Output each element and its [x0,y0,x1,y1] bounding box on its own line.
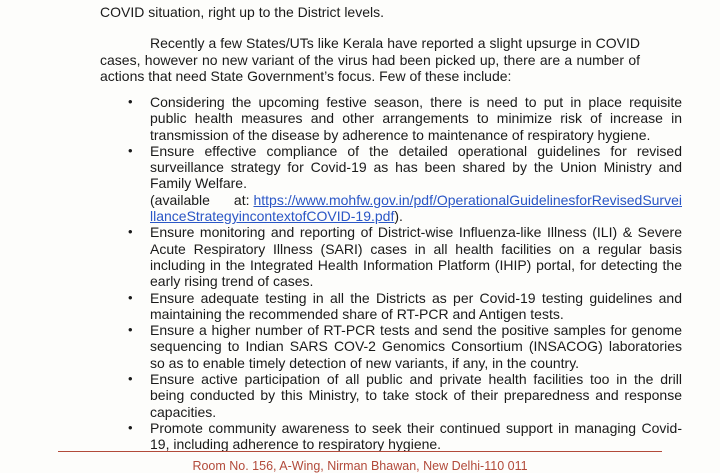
list-item-text: Ensure effective compliance of the detailed operational guidelines for revised surveillance strategy for Covid-19 as has been shared by the Union Ministry and Family Welfare. [150,142,682,192]
bullet-icon: • [128,224,133,240]
intro-paragraph: Recently a few States/UTs like Kerala have reported a slight upsurge in COVID cases, however no new variant of the virus had been picked up, there are a number of actions that need State Government’s focus. Few of these include: [100,35,640,84]
list-item [128,142,682,225]
list-item [128,322,682,371]
link-suffix: ). [394,208,403,225]
list-item [128,371,682,420]
bullet-icon: • [128,289,133,305]
footer-divider [58,451,662,452]
list-item-text: Promote community awareness to seek their continued support in managing Covid-19, including adherence to respiratory hygiene. [150,419,682,453]
bullet-icon: • [128,322,133,338]
list-item-text: Considering the upcoming festive season, there is need to put in place requisite public health measures and other arrangements to minimize risk of increase in transmission of the disease by adherence to maintenance of respiratory hygiene. [150,94,682,143]
list-item [128,419,682,453]
list-item-text: Ensure monitoring and reporting of District-wise Influenza-like Illness (ILI) & Severe Acute Respiratory Illness (SARI) cases in all health facilities on a regular basis including in the Integrated Health Information Platform (IHIP) portal, for detecting the early rising trend of cases. [150,224,682,290]
bullet-icon: • [128,419,133,435]
link-prefix: (available at: [150,191,254,208]
list-item-text: Ensure active participation of all public and private health facilities too in the drill being conducted by this Ministry, to take stock of their preparedness and response capacities. [150,371,682,420]
list-item [128,224,682,290]
list-item [128,94,682,143]
continued-line: COVID situation, right up to the District levels. [100,4,384,20]
footer-address: Room No. 156, A-Wing, Nirman Bhawan, New Delhi-110 011 [192,459,528,473]
bullet-icon: • [128,371,133,387]
guidelines-link[interactable]: https://www.mohfw.gov.in/pdf/OperationalGuidelinesforRevisedSurveillanceStrategyincontextofCOVID-19.pdf [150,191,682,225]
bullet-icon: • [128,94,133,109]
list-item [128,289,682,323]
action-list [100,94,682,453]
bullet-icon: • [128,142,133,158]
list-item-text: Ensure adequate testing in all the Districts as per Covid-19 testing guidelines and maintaining the recommended share of RT-PCR and Antigen tests. [150,289,682,322]
list-item-text: Ensure a higher number of RT-PCR tests and send the positive samples for genome sequencing to Indian SARS COV-2 Genomics Consortium (INSACOG) laboratories so as to enable timely detection of new variants, if any, in the country. [150,322,682,371]
